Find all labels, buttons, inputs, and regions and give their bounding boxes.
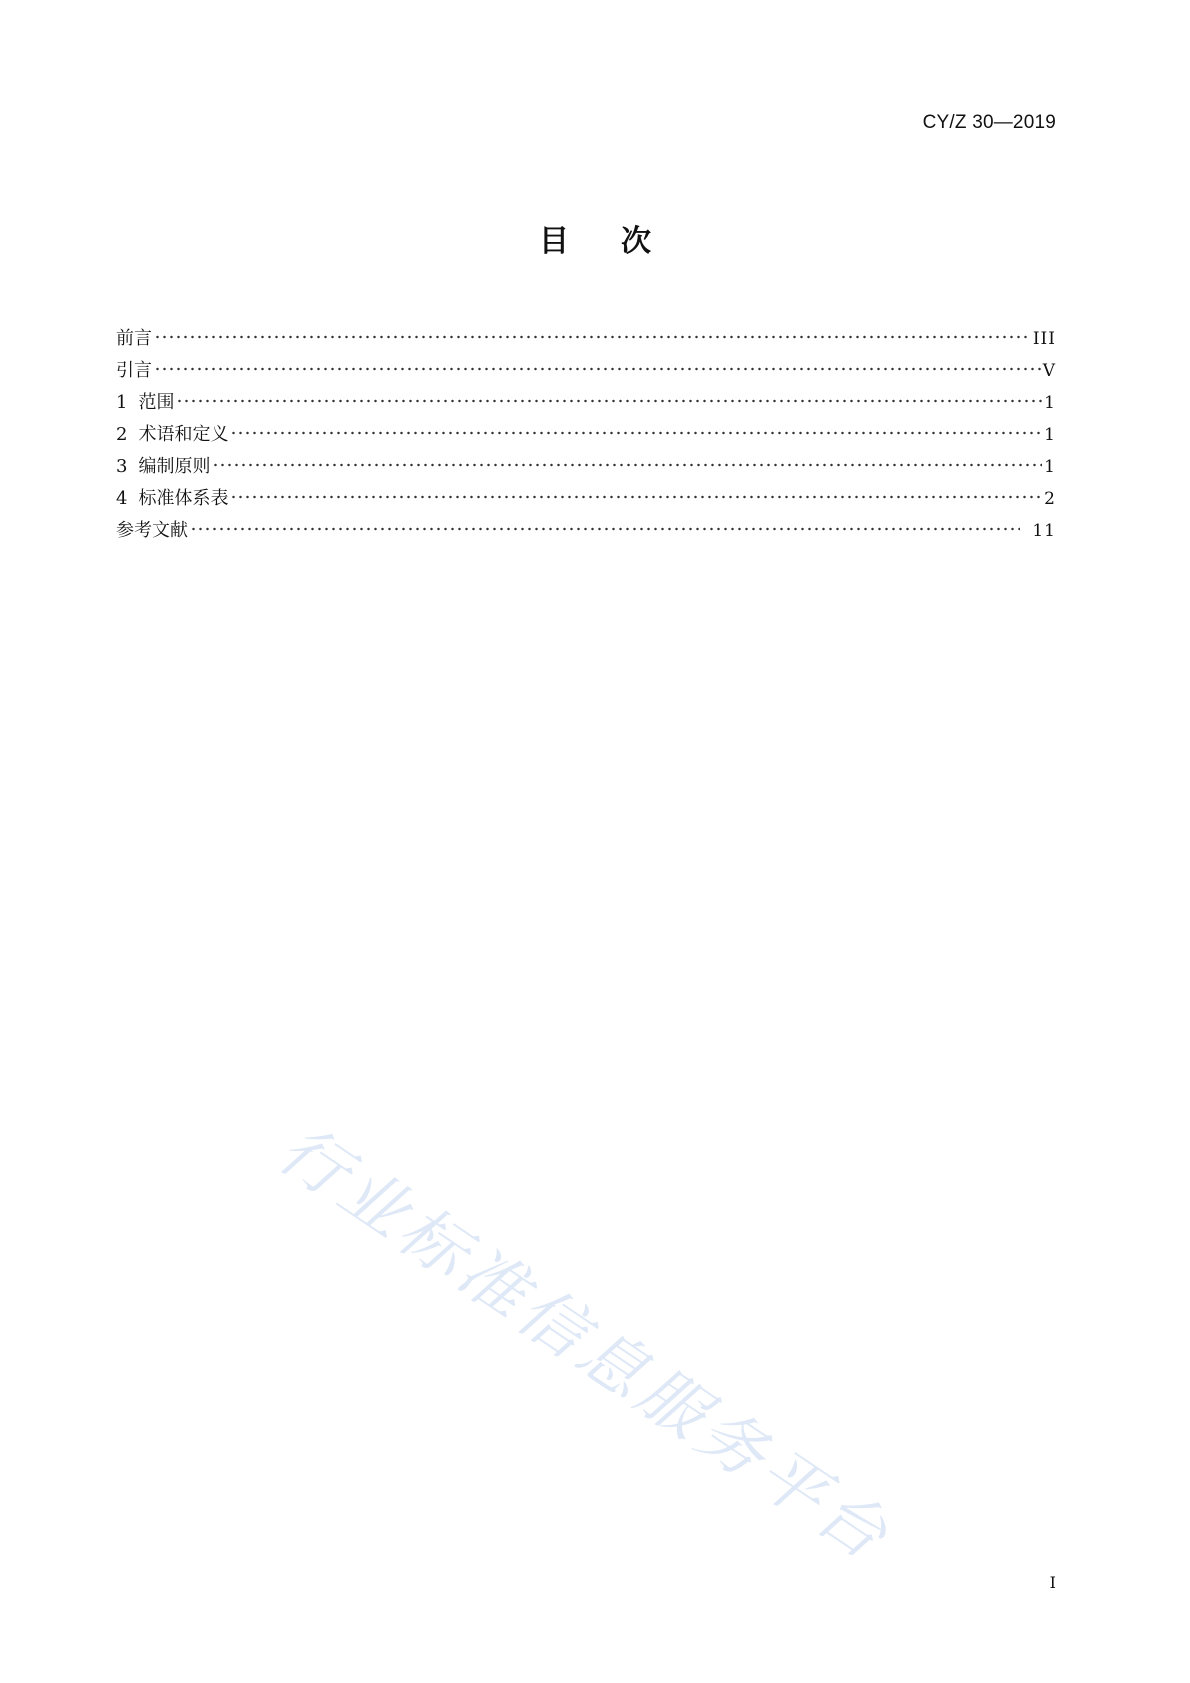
toc-entry-label: 前言: [116, 328, 152, 349]
table-of-contents: [116, 323, 1056, 547]
toc-entry-page: 11: [1032, 521, 1056, 541]
toc-entry-principles[interactable]: [116, 451, 1056, 483]
toc-dot-leader: [154, 326, 1031, 344]
toc-dot-leader: [230, 486, 1042, 504]
document-code: CY/Z 30—2019: [922, 112, 1056, 133]
toc-dot-leader: [190, 518, 1020, 536]
toc-entry-page: V: [1042, 361, 1056, 381]
toc-dot-leader: [212, 454, 1042, 472]
toc-entry-label: 术语和定义: [138, 424, 229, 445]
toc-entry-page: 1: [1044, 393, 1056, 413]
toc-entry-page: 1: [1044, 425, 1056, 445]
toc-entry-number: 4: [116, 488, 128, 509]
watermark: 行业标准信息服务平台: [265, 1110, 906, 1578]
toc-entry-label: 范围: [138, 392, 175, 413]
toc-entry-terms[interactable]: [116, 419, 1056, 451]
toc-entry-foreword[interactable]: [116, 323, 1056, 355]
toc-entry-introduction[interactable]: [116, 355, 1056, 387]
toc-entry-page: 2: [1044, 489, 1056, 509]
toc-entry-label: 参考文献: [116, 520, 188, 541]
page-number: I: [1049, 1573, 1056, 1592]
toc-entry-references[interactable]: [116, 515, 1056, 547]
toc-entry-label: 引言: [116, 360, 152, 381]
toc-title: 目次: [539, 224, 703, 259]
toc-entry-scope[interactable]: [116, 387, 1056, 419]
toc-entry-number: 2: [116, 424, 128, 445]
toc-entry-number: 3: [116, 456, 128, 477]
toc-dot-leader: [176, 390, 1042, 408]
toc-entry-label: 编制原则: [138, 456, 211, 477]
toc-entry-standard-system[interactable]: [116, 483, 1056, 515]
toc-dot-leader: [230, 422, 1042, 440]
toc-dot-leader: [154, 358, 1041, 376]
toc-entry-page: 1: [1044, 457, 1056, 477]
toc-entry-label: 标准体系表: [138, 488, 229, 509]
toc-entry-number: 1: [116, 392, 128, 413]
toc-entry-page: III: [1032, 329, 1056, 349]
